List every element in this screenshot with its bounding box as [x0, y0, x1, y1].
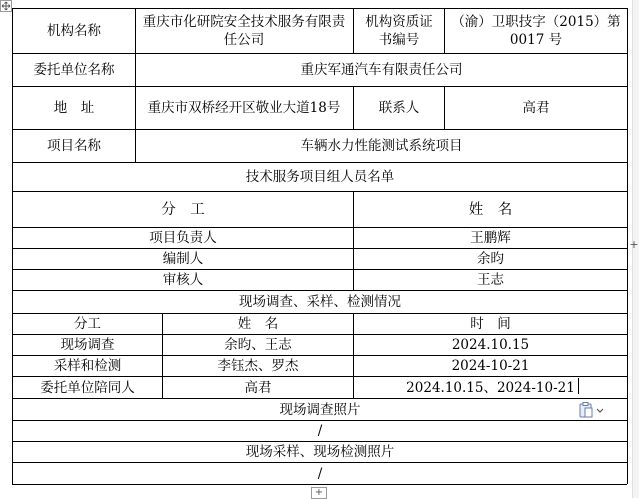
org-name-value: 重庆市化研院安全技术服务有限责任公司: [142, 14, 346, 48]
team-row-name: 王鹏辉: [470, 230, 511, 246]
sampling-photos-title: 现场采样、现场检测照片: [245, 444, 395, 460]
team-col-name: 姓 名: [468, 201, 513, 218]
address-value: 重庆市双桥经开区敬业大道18号: [147, 100, 341, 116]
survey-photos-value: /: [317, 423, 323, 439]
team-row-role: 项目负责人: [149, 230, 217, 246]
plus-icon[interactable]: +: [311, 487, 327, 499]
survey-row-name: 余昀、王志: [224, 337, 292, 353]
clipboard-icon[interactable]: [578, 401, 608, 419]
survey-row-role: 现场调查: [60, 337, 115, 353]
survey-row-time[interactable]: 2024.10.15、2024-10-21: [406, 379, 575, 396]
plus-icon[interactable]: +: [629, 238, 639, 251]
text-cursor: [578, 378, 579, 394]
survey-row-name: 高君: [244, 379, 272, 396]
org-name-label: 机构名称: [47, 23, 101, 39]
survey-row-role: 采样和检测: [53, 358, 122, 374]
team-col-role: 分 工: [161, 201, 205, 218]
move-icon[interactable]: [0, 0, 12, 12]
contact-value: 高君: [522, 100, 550, 116]
survey-row-name: 李钰杰、罗杰: [217, 358, 299, 374]
survey-row-time: 2024-10-21: [451, 358, 530, 374]
survey-photos-title: 现场调查照片: [279, 401, 361, 418]
sampling-photos-value: /: [317, 465, 323, 482]
client-value: 重庆军通汽车有限责任公司: [300, 62, 463, 78]
survey-col-role: 分工: [74, 316, 101, 332]
survey-title: 现场调查、采样、检测情况: [239, 294, 401, 310]
team-row-role: 编制人: [162, 251, 204, 267]
cert-no-label: 机构资质证书编号: [365, 14, 433, 48]
team-row-role: 审核人: [162, 272, 204, 288]
team-title: 技术服务项目组人员名单: [245, 169, 395, 185]
survey-row-time: 2024.10.15: [451, 337, 530, 353]
project-label: 项目名称: [47, 138, 101, 154]
team-row-name: 余昀: [477, 251, 504, 267]
survey-col-time: 时 间: [470, 316, 511, 332]
address-label: 地 址: [53, 100, 95, 116]
survey-row-role: 委托单位陪同人: [40, 379, 135, 396]
client-label: 委托单位名称: [33, 62, 115, 78]
cert-no-value: （渝）卫职技字（2015）第 0017 号: [451, 14, 621, 48]
project-value: 车辆水力性能测试系统项目: [300, 138, 463, 154]
survey-col-name: 姓 名: [237, 316, 279, 332]
contact-label: 联系人: [378, 100, 420, 116]
team-row-name: 王志: [477, 272, 504, 288]
